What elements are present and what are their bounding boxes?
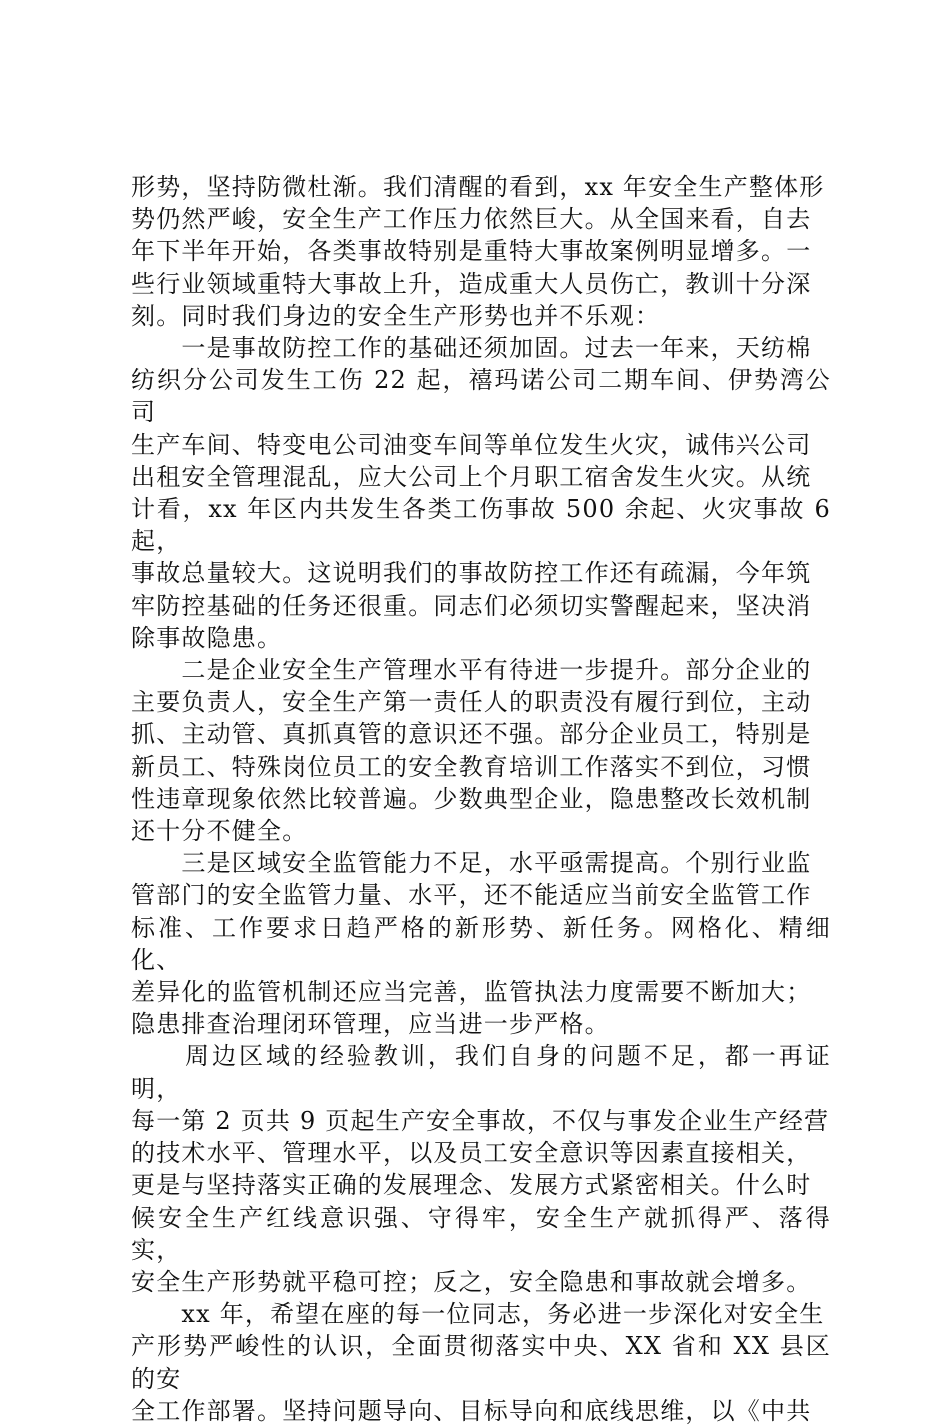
text-line: 一是事故防控工作的基础还须加固。过去一年来，天纺棉: [131, 334, 812, 363]
text-line: 更是与坚持落实正确的发展理念、发展方式紧密相关。什么时: [131, 1171, 812, 1200]
text-line: 标准、工作要求日趋严格的新形势、新任务。网格化、精细化、: [131, 913, 831, 974]
text-line: 生产车间、特变电公司油变车间等单位发生火灾，诚伟兴公司: [131, 430, 812, 459]
document-body: [131, 171, 840, 1427]
text-line: 周边区域的经验教训，我们自身的问题不足，都一再证明，: [131, 1042, 831, 1103]
text-line: 纺织分公司发生工伤 22 起，禧玛诺公司二期车间、伊势湾公司: [131, 366, 831, 427]
text-line: 管部门的安全监管力量、水平，还不能适应当前安全监管工作: [131, 881, 812, 910]
text-line: 主要负责人，安全生产第一责任人的职责没有履行到位，主动: [131, 688, 812, 717]
text-line: 安全生产形势就平稳可控；反之，安全隐患和事故就会增多。: [131, 1267, 812, 1296]
text-line: 出租安全管理混乱，应大公司上个月职工宿舍发生火灾。从统: [131, 462, 812, 491]
text-line: 牢防控基础的任务还很重。同志们必须切实警醒起来，坚决消: [131, 591, 812, 620]
text-line: 二是企业安全生产管理水平有待进一步提升。部分企业的: [131, 656, 812, 685]
text-line: 形势，坚持防微杜渐。我们清醒的看到，xx 年安全生产整体形: [131, 173, 825, 201]
text-line: 些行业领域重特大事故上升，造成重大人员伤亡，教训十分深: [131, 269, 812, 298]
text-line: 全工作部署。坚持问题导向、目标导向和底线思维，以《中共: [131, 1396, 812, 1425]
text-line: 隐患排查治理闭环管理，应当进一步严格。: [131, 1010, 610, 1039]
text-line: 性违章现象依然比较普遍。少数典型企业，隐患整改长效机制: [131, 784, 812, 813]
text-line: 的技术水平、管理水平，以及员工安全意识等因素直接相关，: [131, 1139, 812, 1168]
text-line: 每一第 2 页共 9 页起生产安全事故，不仅与事发企业生产经营: [131, 1106, 830, 1135]
text-line: 事故总量较大。这说明我们的事故防控工作还有疏漏，今年筑: [131, 559, 812, 588]
text-line: 新员工、特殊岗位员工的安全教育培训工作落实不到位，习惯: [131, 752, 812, 781]
text-line: 还十分不健全。: [131, 817, 308, 846]
text-line: 刻。同时我们身边的安全生产形势也并不乐观：: [131, 301, 661, 330]
text-line: 三是区域安全监管能力不足，水平亟需提高。个别行业监: [131, 849, 812, 878]
text-line: 计看，xx 年区内共发生各类工伤事故 500 余起、火灾事故 6 起，: [131, 495, 840, 556]
text-line: 差异化的监管机制还应当完善，监管执法力度需要不断加大；: [131, 978, 812, 1007]
text-line: 候安全生产红线意识强、守得牢，安全生产就抓得严、落得实，: [131, 1203, 831, 1264]
text-line: 年下半年开始，各类事故特别是重特大事故案例明显增多。一: [131, 237, 812, 266]
text-line: 产形势严峻性的认识，全面贯彻落实中央、XX 省和 XX 县区的安: [131, 1332, 831, 1393]
text-line: 势仍然严峻，安全生产工作压力依然巨大。从全国来看，自去: [131, 205, 812, 234]
text-line: 抓、主动管、真抓真管的意识还不强。部分企业员工，特别是: [131, 720, 812, 749]
text-line: 除事故隐患。: [131, 623, 283, 652]
text-line: xx 年，希望在座的每一位同志，务必进一步深化对安全生: [131, 1300, 825, 1329]
